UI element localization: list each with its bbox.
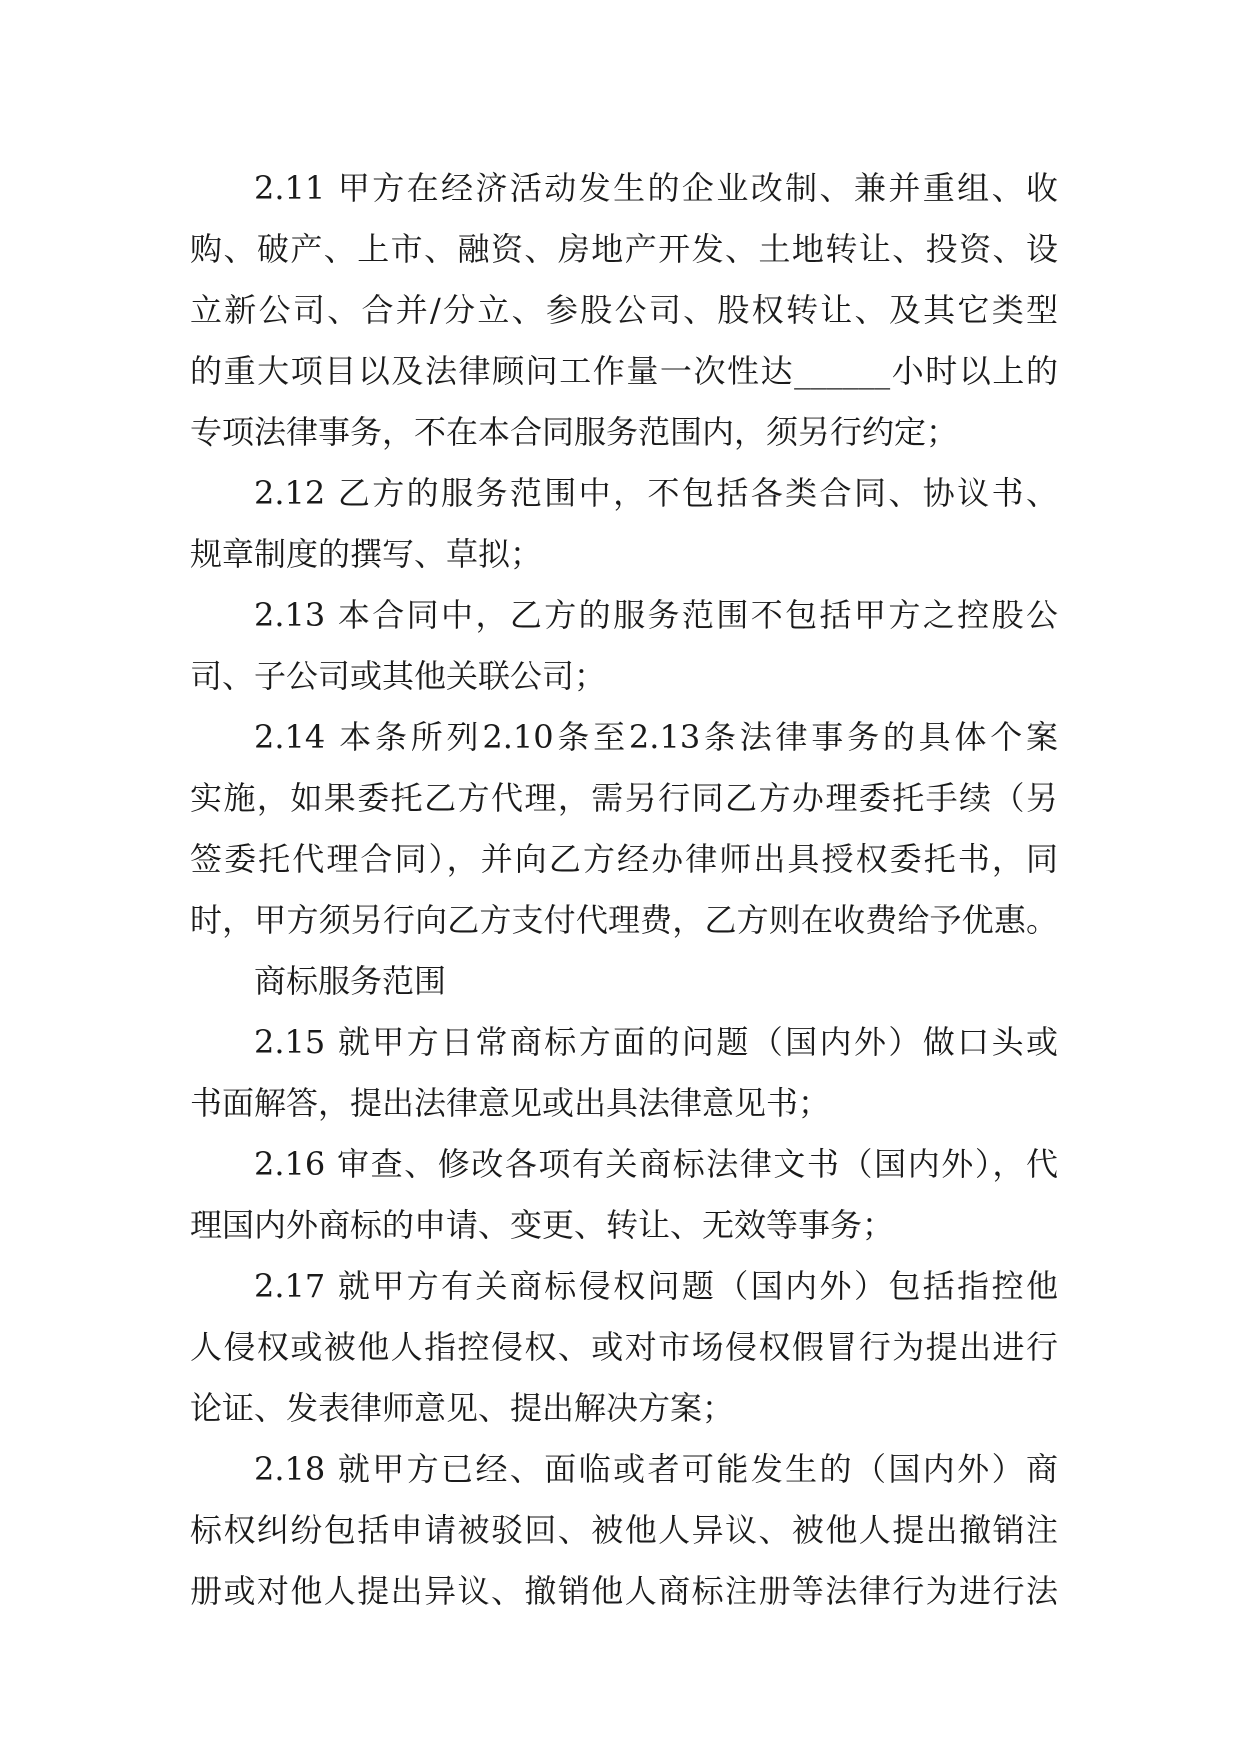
clause-2-17-line-1: 2.17 就甲方有关商标侵权问题（国内外）包括指控他 [254, 1267, 1058, 1305]
clause-2-14-line-3: 签委托代理合同），并向乙方经办律师出具授权委托书，同 [190, 840, 1058, 878]
clause-2-11-line-4: 的重大项目以及法律顾问工作量一次性达______小时以上的 [190, 352, 1058, 390]
clause-2-18-line-1: 2.18 就甲方已经、面临或者可能发生的（国内外）商 [254, 1450, 1058, 1488]
clause-2-17-line-3: 论证、发表律师意见、提出解决方案； [190, 1389, 735, 1427]
clause-2-18-line-2: 标权纠纷包括申请被驳回、被他人异议、被他人提出撤销注 [190, 1511, 1058, 1549]
clause-2-12-line-1: 2.12 乙方的服务范围中，不包括各类合同、协议书、 [254, 474, 1058, 512]
clause-2-11-line-5: 专项法律事务，不在本合同服务范围内，须另行约定； [190, 413, 959, 451]
clause-2-11-line-2: 购、破产、上市、融资、房地产开发、土地转让、投资、设 [190, 230, 1058, 268]
section-heading: 商标服务范围 [254, 962, 447, 1000]
clause-2-11-line-1: 2.11 甲方在经济活动发生的企业改制、兼并重组、收 [254, 169, 1058, 207]
clause-2-13-line-1: 2.13 本合同中，乙方的服务范围不包括甲方之控股公 [254, 596, 1058, 634]
clause-2-18-line-3: 册或对他人提出异议、撤销他人商标注册等法律行为进行法 [190, 1572, 1058, 1610]
clause-2-14-line-4: 时，甲方须另行向乙方支付代理费，乙方则在收费给予优惠。 [190, 901, 1058, 939]
clause-2-14-line-1: 2.14 本条所列2.10条至2.13条法律事务的具体个案 [254, 718, 1058, 756]
clause-2-16-line-2: 理国内外商标的申请、变更、转让、无效等事务； [190, 1206, 895, 1244]
contract-text [190, 158, 1058, 1622]
clause-2-16-line-1: 2.16 审查、修改各项有关商标法律文书（国内外），代 [254, 1145, 1058, 1183]
clause-2-11-line-3: 立新公司、合并/分立、参股公司、股权转让、及其它类型 [190, 291, 1058, 329]
clause-2-15-line-2: 书面解答，提出法律意见或出具法律意见书； [190, 1084, 831, 1122]
clause-2-15-line-1: 2.15 就甲方日常商标方面的问题（国内外）做口头或 [254, 1023, 1058, 1061]
clause-2-13-line-2: 司、子公司或其他关联公司； [190, 657, 607, 695]
clause-2-12-line-2: 规章制度的撰写、草拟； [190, 535, 543, 573]
clause-2-17-line-2: 人侵权或被他人指控侵权、或对市场侵权假冒行为提出进行 [190, 1328, 1058, 1366]
clause-2-14-line-2: 实施，如果委托乙方代理，需另行同乙方办理委托手续（另 [190, 779, 1058, 817]
